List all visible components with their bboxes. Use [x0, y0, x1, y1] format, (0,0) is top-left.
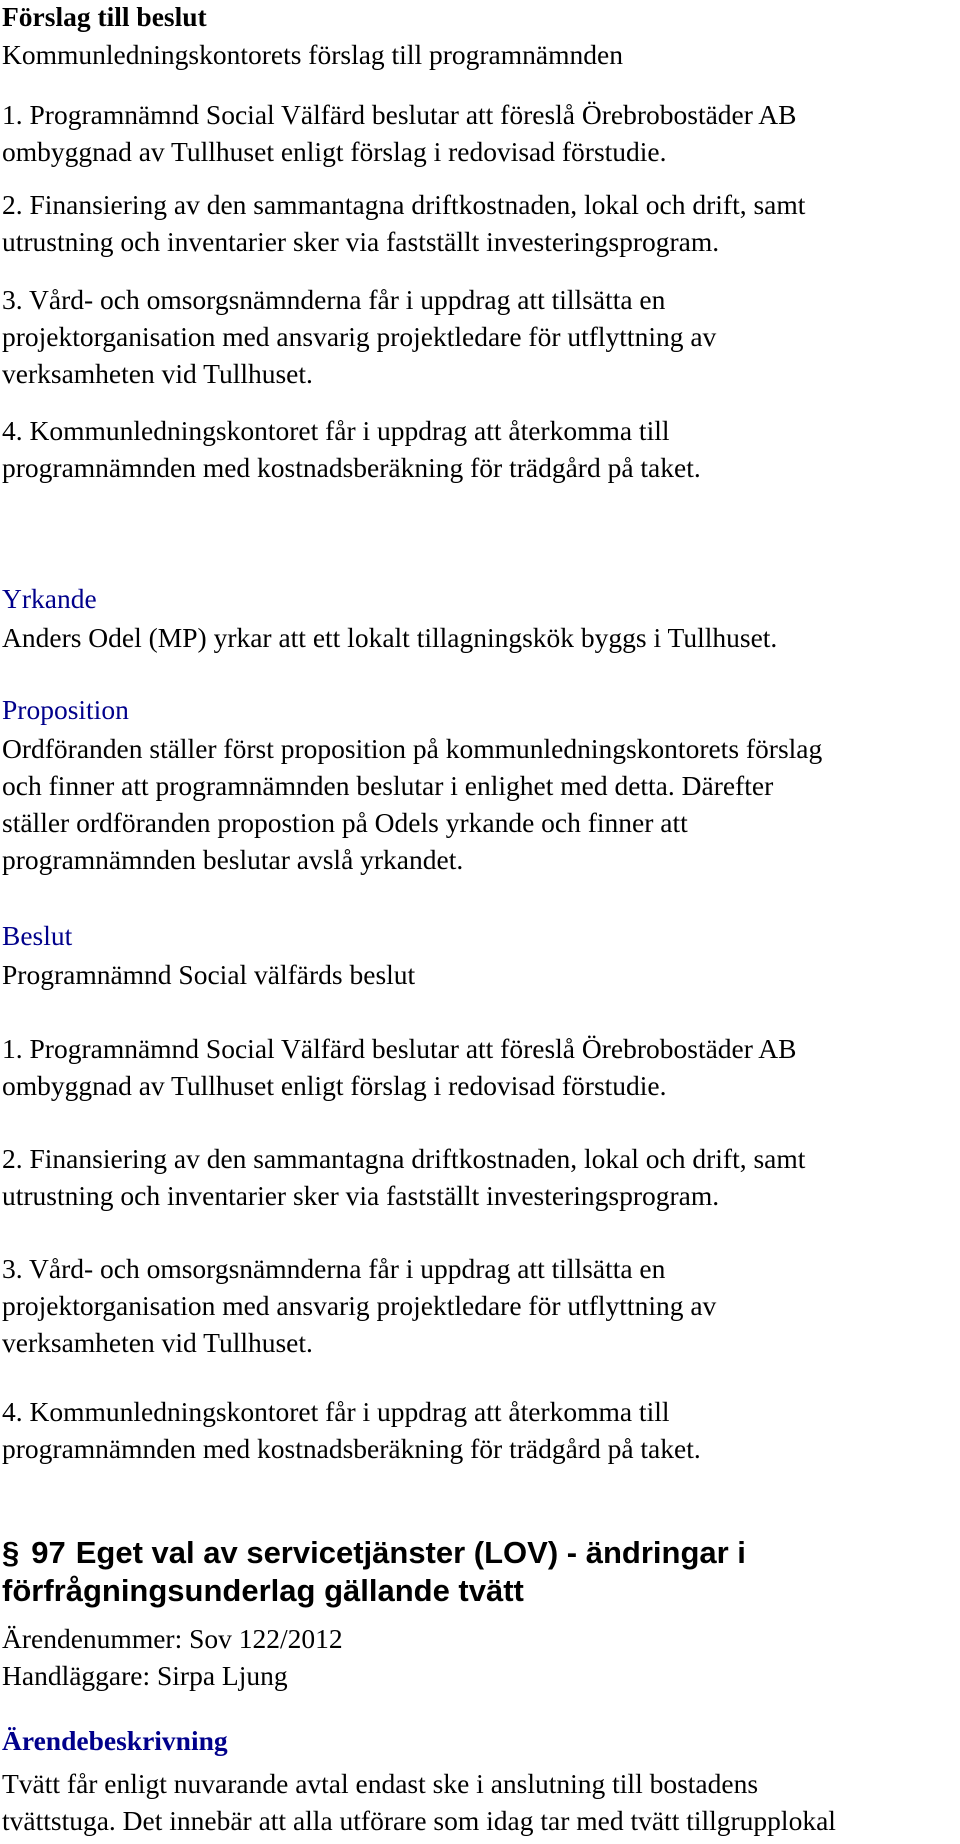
forslag-item-text: 2. Finansiering av den sammantagna driftkostnaden, lokal och drift, samt utrustning och inventarier sker via fastställt investeringsprogram. — [2, 189, 806, 257]
forslag-subheading: Kommunledningskontorets förslag till programnämnden — [2, 39, 623, 70]
forslag-item-2 — [2, 186, 960, 260]
beslut-item-text: 2. Finansiering av den sammantagna driftkostnaden, lokal och drift, samt utrustning och inventarier sker via fastställt investeringsprogram. — [2, 1143, 806, 1211]
yrkande-section — [2, 580, 960, 656]
handlaggare: Handläggare: Sirpa Ljung — [2, 1660, 288, 1691]
beslut-item-text: 4. Kommunledningskontoret får i uppdrag att återkomma till programnämnden med kostnadsberäkning för trädgård på taket. — [2, 1396, 701, 1464]
forslag-item-text: 1. Programnämnd Social Välfärd beslutar att föreslå Örebrobostäder AB ombyggnad av Tullhuset enligt förslag i redovisad förstudie. — [2, 99, 797, 167]
beslut-item-1 — [2, 1030, 960, 1104]
forslag-item-text: 4. Kommunledningskontoret får i uppdrag att återkomma till programnämnden med kostnadsberäkning för trädgård på taket. — [2, 415, 701, 483]
forslag-item-3 — [2, 281, 960, 392]
beslut-item-text: 3. Vård- och omsorgsnämnderna får i uppdrag att tillsätta en projektorganisation med ansvarig projektledare för utflyttning av verksamheten vid Tullhuset. — [2, 1253, 717, 1358]
section-title-text: Eget val av servicetjänster (LOV) - ändringar i — [75, 1535, 746, 1570]
forslag-item-4 — [2, 412, 960, 486]
beslut-item-3 — [2, 1250, 960, 1361]
section-97-title-line2: förfrågningsunderlag gällande tvätt — [2, 1573, 524, 1608]
forslag-item-text: 3. Vård- och omsorgsnämnderna får i uppdrag att tillsätta en projektorganisation med ansvarig projektledare för utflyttning av verksamheten vid Tullhuset. — [2, 284, 717, 389]
arendenummer: Ärendenummer: Sov 122/2012 — [2, 1623, 343, 1654]
proposition-heading: Proposition — [2, 694, 129, 725]
section-97-title — [2, 1534, 960, 1610]
yrkande-text: Anders Odel (MP) yrkar att ett lokalt tillagningskök byggs i Tullhuset. — [2, 622, 778, 653]
beslut-heading: Beslut — [2, 920, 73, 951]
section-number: 97 — [31, 1535, 66, 1570]
beslut-item-4 — [2, 1393, 960, 1467]
arendebeskrivning-section — [2, 1722, 960, 1839]
section-97-meta — [2, 1620, 960, 1694]
arendebeskrivning-heading: Ärendebeskrivning — [2, 1725, 228, 1756]
forslag-item-1 — [2, 96, 960, 170]
proposition-text: Ordföranden ställer först proposition på kommunledningskontorets förslag och finner att programnämnden beslutar i enlighet med detta. Därefter ställer ordföranden propostion på Odels yrkande och finner att programnämnden beslutar avslå yrkandet. — [2, 733, 823, 875]
paragraph-sign: § — [2, 1535, 20, 1570]
proposition-section — [2, 691, 960, 878]
beslut-section — [2, 917, 960, 993]
beslut-subheading: Programnämnd Social välfärds beslut — [2, 959, 416, 990]
beslut-item-text: 1. Programnämnd Social Välfärd beslutar att föreslå Örebrobostäder AB ombyggnad av Tullhuset enligt förslag i redovisad förstudie. — [2, 1033, 797, 1101]
yrkande-heading: Yrkande — [2, 583, 97, 614]
forslag-section — [2, 0, 960, 73]
forslag-heading: Förslag till beslut — [2, 1, 207, 32]
section-97-title-line1 — [2, 1534, 960, 1572]
beslut-item-2 — [2, 1140, 960, 1214]
arendebeskrivning-text: Tvätt får enligt nuvarande avtal endast ske i anslutning till bostadens tvättstuga. Det innebär att alla utförare som idag tar med tvätt tillgrupplokal — [2, 1768, 836, 1836]
